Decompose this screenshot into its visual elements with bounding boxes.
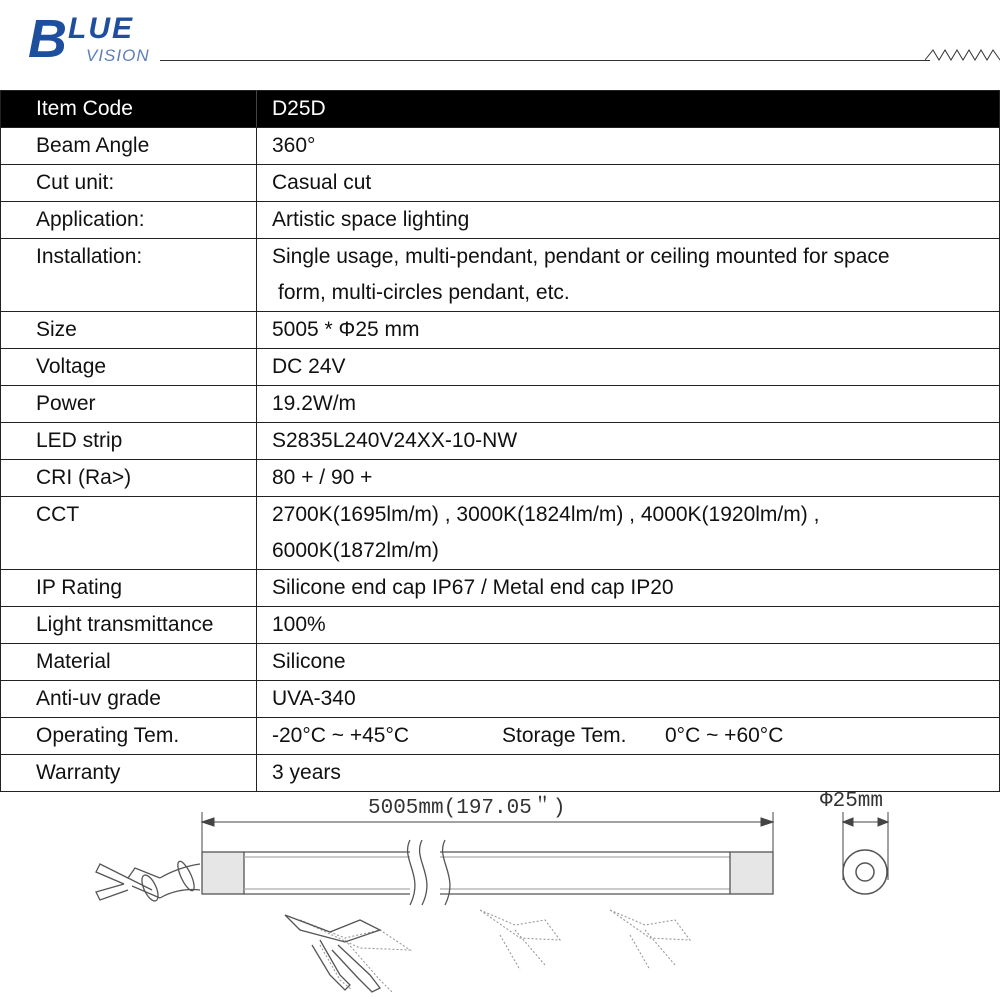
header-divider [160,60,930,61]
page-header [0,0,1000,90]
spec-label: Material [1,644,257,681]
spec-value: 80 + / 90 + [257,460,1000,497]
spec-value-line1: 2700K(1695lm/m) , 3000K(1824lm/m) , 4000K(1920lm/m) , [272,503,820,526]
spec-row [1,644,1000,681]
spec-row [1,349,1000,386]
spec-label: Beam Angle [1,128,257,165]
spec-row [1,423,1000,460]
spec-row [1,681,1000,718]
tube-cross-section-icon [843,850,887,894]
spec-row [1,128,1000,165]
scissors-cut-icons [300,910,690,992]
spec-value: 5005 * Φ25 mm [257,312,1000,349]
spec-value: 360° [257,128,1000,165]
operating-temp-value: -20°C ~ +45°C [272,724,410,747]
spec-row [1,718,1000,755]
spec-label: Voltage [1,349,257,386]
length-dimension-label: 5005mm(197.05＂) [368,797,566,820]
tube-drawing [0,780,1000,999]
spec-row [1,239,1000,312]
storage-temp-value: 0°C ~ +60°C [665,724,784,747]
diameter-dimension-line [843,812,888,880]
spec-row [1,570,1000,607]
spec-label: Item Code [1,91,257,128]
spec-value [257,239,1000,312]
spec-value: Silicone [257,644,1000,681]
spec-label: IP Rating [1,570,257,607]
storage-temp-label: Storage Tem. [502,724,627,747]
spec-value [257,718,1000,755]
spec-label: Size [1,312,257,349]
power-cable-icon [96,859,200,903]
spec-value: Casual cut [257,165,1000,202]
spec-value: S2835L240V24XX-10-NW [257,423,1000,460]
spec-label: CCT [1,497,257,570]
spec-row [1,460,1000,497]
spec-value: UVA-340 [257,681,1000,718]
spec-label: Operating Tem. [1,718,257,755]
spec-value [257,497,1000,570]
spec-row [1,607,1000,644]
spec-header-row [1,91,1000,128]
scissors-solid-icon [285,915,380,992]
spec-value-line2: form, multi-circles pendant, etc. [278,281,570,304]
spec-value-line1: Single usage, multi-pendant, pendant or ceiling mounted for space [272,245,890,268]
spec-value: Artistic space lighting [257,202,1000,239]
spec-label: Warranty [1,755,257,792]
spec-row [1,386,1000,423]
logo-vision: VISION [86,46,150,65]
diameter-dimension-label: Φ25mm [820,790,884,813]
spec-value-line2: 6000K(1872lm/m) [272,539,439,562]
brand-logo [28,8,178,72]
spec-label: Cut unit: [1,165,257,202]
spec-row [1,165,1000,202]
spec-value: D25D [257,91,1000,128]
spec-row [1,312,1000,349]
spec-label: Installation: [1,239,257,312]
spec-label: Application: [1,202,257,239]
spec-value: 100% [257,607,1000,644]
wave-decoration-icon [925,40,1000,65]
spec-row [1,497,1000,570]
spec-value: DC 24V [257,349,1000,386]
spec-value: 19.2W/m [257,386,1000,423]
spec-row [1,202,1000,239]
spec-table [0,90,1000,792]
spec-value: 3 years [257,755,1000,792]
logo-lue: LUE [68,12,134,45]
spec-label: Light transmittance [1,607,257,644]
spec-label: Power [1,386,257,423]
logo-letter: B [28,9,65,69]
product-dimension-diagram [0,780,1000,999]
spec-label: CRI (Ra>) [1,460,257,497]
tube-body [202,840,773,905]
length-dimension-line [202,812,773,852]
spec-label: Anti-uv grade [1,681,257,718]
spec-label: LED strip [1,423,257,460]
spec-value: Silicone end cap IP67 / Metal end cap IP20 [257,570,1000,607]
